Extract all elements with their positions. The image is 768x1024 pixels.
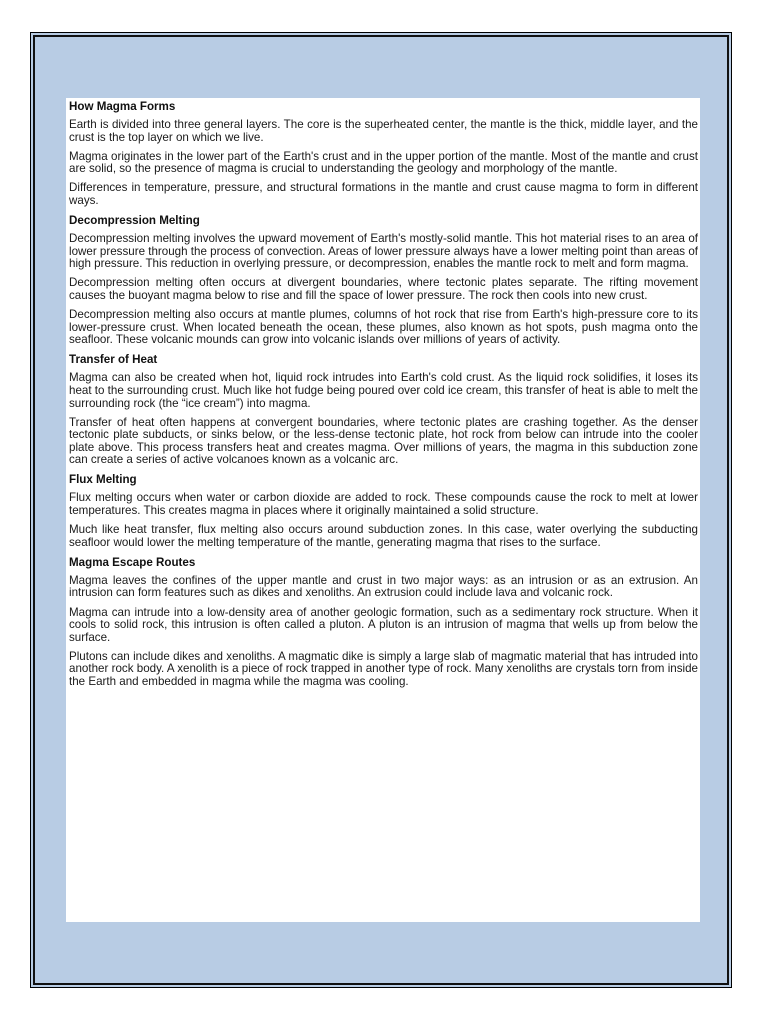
paragraph: Much like heat transfer, flux melting also occurs around subduction zones. In this case, water overlying the subducting seafloor would lower the melting temperature of the mantle, generating magma that rises to the surface.	[69, 523, 698, 549]
paragraph: Decompression melting also occurs at mantle plumes, columns of hot rock that rise from Earth's high-pressure core to its lower-pressure crust. When located beneath the ocean, these plumes, also known as hot spots, push magma onto the seafloor. These volcanic mounds can grow into volcanic islands over millions of years of activity.	[69, 308, 698, 347]
paragraph: Decompression melting often occurs at divergent boundaries, where tectonic plates separate. The rifting movement causes the buoyant magma below to rise and fill the space of lower pressure. The rock then cools into new crust.	[69, 276, 698, 302]
paragraph: Flux melting occurs when water or carbon dioxide are added to rock. These compounds cause the rock to melt at lower temperatures. This creates magma in places where it originally maintained a solid structure.	[69, 491, 698, 518]
section-heading: Flux Melting	[69, 473, 137, 487]
paragraph: Differences in temperature, pressure, and structural formations in the mantle and crust cause magma to form in different ways.	[69, 181, 698, 207]
section-flux-melting	[69, 473, 698, 549]
paragraph: Magma can also be created when hot, liquid rock intrudes into Earth's cold crust. As the liquid rock solidifies, it loses its heat to the surrounding crust. Much like hot fudge being poured over cold ice cream, this transfer of heat is able to melt the surrounding rock (the “ice cream”) into magma.	[69, 371, 698, 410]
section-heading: How Magma Forms	[69, 100, 176, 113]
section-how-magma-forms	[69, 100, 698, 208]
paragraph: Plutons can include dikes and xenoliths. A magmatic dike is simply a large slab of magmatic material that has intruded into another rock body. A xenolith is a piece of rock trapped in another type of rock. Many xenoliths are crystals torn from inside the Earth and embedded in magma while the magma was cooling.	[69, 649, 698, 688]
section-transfer-of-heat	[69, 353, 698, 467]
paragraph: Transfer of heat often happens at convergent boundaries, where tectonic plates are crashing together. As the denser tectonic plate subducts, or sinks below, or the less-dense tectonic plate, hot rock from below can intrude into the cooler plate above. This process transfers heat and creates magma. Over millions of years, the magma in this subduction zone can create a series of active volcanoes known as a volcanic arc.	[69, 415, 698, 467]
paragraph: Magma originates in the lower part of the Earth's crust and in the upper portion of the mantle. Most of the mantle and crust are solid, so the presence of magma is crucial to understanding the geology and morphology of the mantle.	[69, 149, 698, 176]
paragraph: Earth is divided into three general layers. The core is the superheated center, the mantle is the thick, middle layer, and the crust is the top layer on which we live.	[69, 118, 698, 144]
section-heading: Transfer of Heat	[69, 353, 158, 367]
section-magma-escape-routes	[69, 556, 698, 689]
section-decompression-melting	[69, 214, 698, 347]
section-heading: Magma Escape Routes	[69, 555, 196, 569]
section-heading: Decompression Melting	[69, 214, 200, 228]
paragraph: Magma leaves the confines of the upper mantle and crust in two major ways: as an intrusion or as an extrusion. An intrusion can form features such as dikes and xenoliths. An extrusion could include lava and volcanic rock.	[69, 573, 698, 600]
paragraph: Decompression melting involves the upward movement of Earth's mostly-solid mantle. This hot material rises to an area of lower pressure through the process of convection. Areas of lower pressure always have a lower melting point than areas of high pressure. This reduction in overlying pressure, or decompression, enables the mantle rock to melt and form magma.	[69, 232, 698, 271]
article-body	[66, 98, 700, 922]
paragraph: Magma can intrude into a low-density area of another geologic formation, such as a sedimentary rock structure. When it cools to solid rock, this intrusion is often called a pluton. A pluton is an intrusion of magma that wells up from below the surface.	[69, 605, 698, 644]
